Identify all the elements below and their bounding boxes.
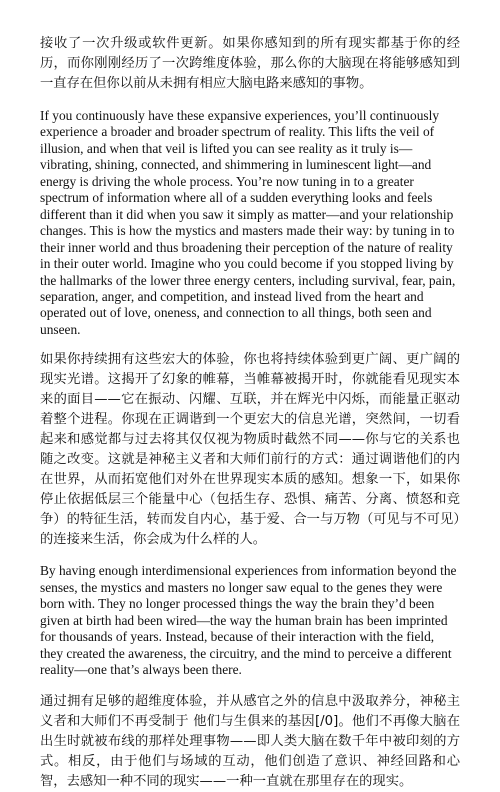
paragraph-zh-2: 如果你持续拥有这些宏大的体验，你也将持续体验到更广阔、更广阔的现实光谱。这揭开了幻象的帷幕，当帷幕被揭开时，你就能看见现实本来的面目——它在振动、闪耀、互联，并在辉光中闪烁，而能量正驱动着整个进程。你现在正调谐到一个更宏大的信息光谱，突然间，一切看起来和感觉都与过去将其仅仅视为物质时截然不同——你与它的关系也随之改变。这就是神秘主义者和大师们前行的方式：通过调谐他们的内在世界，从而拓宽他们对外在世界现实本质的感知。想象一下，如果你停止依据低层三个能量中心（包括生存、恐惧、痛苦、分离、愤怒和竞争）的特征生活，转而发自内心，基于爱、合一与万物（可见与不可见）的连接来生活，你会成为什么样的人。 [40, 352, 460, 548]
paragraph-en-1: If you continuously have these expansive experiences, you’ll continuously experience a broader and broader spectrum of reality. This lifts the veil of illusion, and when that veil is lifted you can see reality as it truly is—vibrating, shining, connected, and shimmering in luminescent light—and energy is driving the whole process. You’re now tuning in to a greater spectrum of information where all of a sudden everything looks and feels different than it did when you saw it simply as matter—and your relationship changes. This is how the mystics and masters made their way: by tuning in to their inner world and thus broadening their perception of the nature of reality in their outer world. Imagine who you could become if you stopped living by the hallmarks of the lower three energy centers, including survival, fear, pain, separation, anger, and competition, and instead lived from the heart and operated out of love, oneness, and connection to all things, both seen and unseen. [40, 108, 456, 337]
document-page [40, 34, 460, 792]
paragraph-en-2: By having enough interdimensional experiences from information beyond the senses, the mystics and masters no longer saw equal to the genes they were born with. They no longer processed things the way the brain they’d been given at birth had been wired—the way the human brain has been imprinted for thousands of years. Instead, because of their interaction with the field, they created the awareness, the circuitry, and the mind to perceive a different reality—one that’s always been there. [40, 563, 457, 678]
paragraph-zh-3: 通过拥有足够的超维度体验，并从感官之外的信息中汲取养分，神秘主义者和大师们不再受制于 他们与生俱来的基因[/0]。他们不再像大脑在出生时就被布线的那样处理事物——即人类大脑在数千年中被印刻的方式。相反，由于他们与场域的互动，他们创造了意识、神经回路和心智，去感知一种不同的现实——一种一直就在那里存在的现实。 [40, 693, 460, 789]
paragraph-zh-1: 接收了一次升级或软件更新。如果你感知到的所有现实都基于你的经历，而你刚刚经历了一次跨维度体验，那么你的大脑现在将能够感知到一直存在但你以前从未拥有相应大脑电路来感知的事物。 [40, 36, 460, 91]
